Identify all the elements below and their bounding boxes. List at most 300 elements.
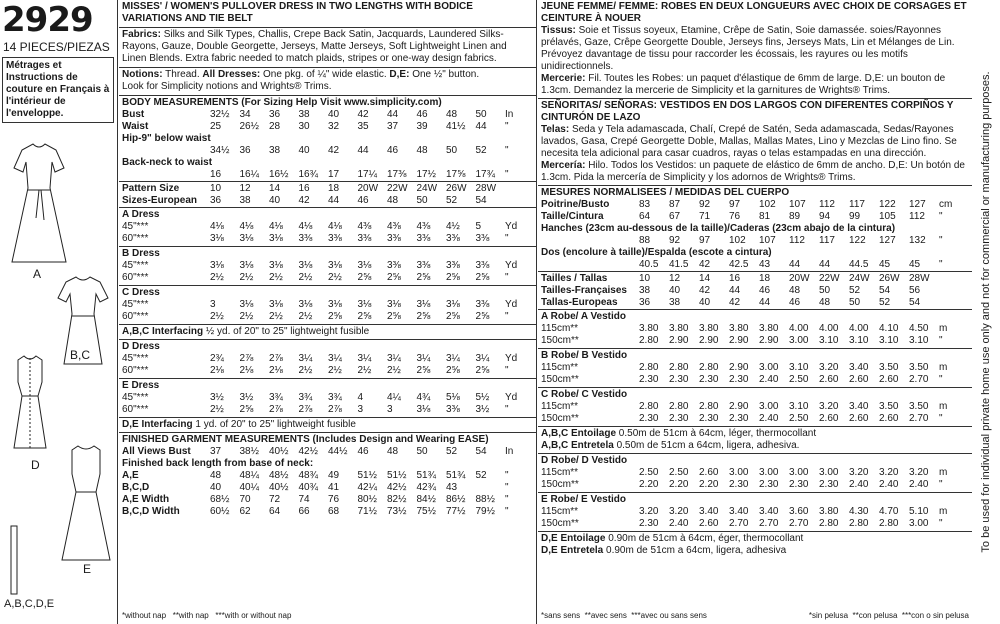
table-cell: 3⅜	[416, 260, 431, 271]
table-cell: 3⅛	[416, 404, 431, 415]
table-cell: 10	[639, 273, 651, 284]
fabrics-list: Silks and Silk Types, Challis, Crepe Back Satin, Jacquards, Laundered Silks-Rayons, Gauze, Double Georgette, Jerseys, Matte Jerseys, Soft Lightweight Linen and Linen Blends. Extra fabric needed to match plaids, stripes or one-way design fabrics.	[122, 29, 507, 64]
table-cell: 51¾	[416, 470, 436, 481]
table-row	[541, 401, 969, 413]
row-label: Tailles / Tallas	[541, 273, 608, 284]
table-cell: 76	[729, 211, 741, 222]
table-cell: 3¼	[446, 353, 460, 364]
usage-disclaimer-text: To be used for individual private home use only and not for commercial or manufacturing purposes.	[980, 71, 992, 553]
table-cell: 2.70	[759, 518, 779, 529]
table-cell: 3¼	[416, 353, 431, 364]
table-cell: Yd	[505, 299, 518, 310]
yardage-block	[538, 387, 972, 426]
table-row	[122, 145, 533, 157]
table-cell: 4½	[446, 221, 460, 232]
row-label: 45"***	[122, 221, 149, 232]
table-cell: 54	[475, 195, 487, 206]
table-cell: 2.30	[759, 479, 779, 490]
metric-sizes	[538, 271, 972, 309]
table-cell: 36	[210, 195, 222, 206]
table-cell: 3.10	[909, 335, 929, 346]
table-cell: 3⅛	[328, 260, 342, 271]
table-cell: 50	[475, 109, 487, 120]
table-cell: 3⅛	[357, 299, 372, 310]
table-cell: "	[939, 335, 943, 346]
table-cell: 3⅜	[328, 233, 342, 244]
table-cell: 3.80	[669, 323, 689, 334]
table-cell: 74	[298, 494, 310, 505]
table-cell: 2⅝	[446, 365, 460, 376]
row-spacer	[122, 169, 210, 181]
table-cell: 97	[699, 235, 711, 246]
table-cell: "	[505, 470, 509, 481]
table-cell: 50	[446, 145, 458, 156]
table-cell: 2.30	[729, 413, 749, 424]
table-cell: 80½	[357, 494, 377, 505]
table-cell: 3.60	[789, 506, 809, 517]
tissus-label: Tissus:	[541, 25, 576, 36]
row-label: Bust	[122, 109, 145, 120]
table-cell: 4⅜	[357, 221, 372, 232]
de-entoilage	[538, 531, 972, 558]
table-cell: 2.30	[729, 374, 749, 385]
table-cell: 3.40	[759, 506, 779, 517]
table-cell: 56	[909, 285, 921, 296]
table-cell: "	[939, 374, 943, 385]
row-label: Sizes-European	[122, 195, 198, 206]
table-cell: 16½	[269, 169, 289, 180]
table-cell: 26W	[879, 273, 900, 284]
table-cell: 3.00	[759, 401, 779, 412]
table-cell: 2.80	[669, 362, 689, 373]
table-cell: 127	[879, 235, 896, 246]
table-cell: 48	[387, 195, 399, 206]
table-row	[122, 446, 533, 458]
table-cell: 3.10	[879, 335, 899, 346]
table-cell: 2.70	[789, 518, 809, 529]
view-bc-label: B,C	[70, 348, 91, 362]
table-cell: 2⅝	[475, 365, 490, 376]
table-cell: 112	[909, 211, 925, 222]
table-cell: 18	[328, 183, 340, 194]
table-cell: "	[505, 311, 509, 322]
table-cell: 3¾	[328, 392, 342, 403]
fabrics-label: Fabrics:	[122, 29, 161, 40]
footnote-with-nap: **with nap	[172, 611, 209, 620]
notions-all-dresses: All Dresses:	[202, 69, 261, 80]
row-label: Waist	[122, 121, 149, 132]
table-cell: 3.80	[759, 323, 779, 334]
table-cell: 46	[387, 145, 399, 156]
english-column	[119, 0, 537, 624]
table-cell: 3.10	[789, 362, 809, 373]
table-cell: 107	[789, 199, 806, 210]
table-row	[541, 413, 969, 425]
table-cell: Yd	[505, 392, 518, 403]
table-cell: 107	[759, 235, 776, 246]
table-cell: 2⅝	[387, 311, 401, 322]
yardage-title: D Dress	[122, 341, 160, 352]
table-cell: 38	[239, 195, 251, 206]
table-cell: 3.80	[639, 323, 659, 334]
row-label: 150cm**	[541, 413, 579, 424]
table-cell: 3⅛	[416, 299, 431, 310]
spanish-header	[538, 98, 972, 185]
table-cell: "	[939, 479, 943, 490]
table-cell: 52	[446, 195, 458, 206]
belt-label: A,B,C,D,E	[4, 598, 55, 610]
table-cell: 3¼	[357, 353, 372, 364]
hanches-label: Hanches (23cm au-dessous de la taille)/Caderas (23cm abajo de la cintura)	[541, 223, 896, 234]
table-cell: 2⅝	[357, 311, 372, 322]
finished-measurements	[119, 432, 536, 518]
table-cell: 3⅛	[239, 233, 254, 244]
table-cell: 2.30	[639, 518, 659, 529]
table-cell: 2.30	[669, 374, 689, 385]
table-cell: 92	[669, 235, 681, 246]
table-cell: 2.90	[729, 362, 749, 373]
view-a-illustration	[8, 138, 70, 270]
table-cell: 3¼	[298, 353, 313, 364]
table-row	[122, 109, 533, 121]
table-cell: 3.10	[849, 335, 869, 346]
table-cell: 3¾	[269, 392, 283, 403]
table-cell: 41	[328, 482, 340, 493]
table-cell: 3⅜	[298, 233, 313, 244]
table-row	[541, 467, 969, 479]
table-cell: 50	[416, 195, 428, 206]
table-cell: 3	[387, 404, 393, 415]
view-a-label: A	[33, 267, 42, 281]
footnote-con-o-sin-pelusa: ***con o sin pelusa	[901, 611, 969, 620]
table-row	[541, 362, 969, 374]
table-cell: 3⅜	[475, 299, 490, 310]
table-cell: 3.40	[849, 362, 869, 373]
table-cell: 42	[328, 145, 340, 156]
table-cell: 3⅜	[357, 233, 372, 244]
abc-interfacing	[119, 324, 536, 339]
table-cell: 3.20	[909, 467, 929, 478]
yardage-title: B Robe/ B Vestido	[541, 350, 628, 361]
table-cell: 2.20	[669, 479, 689, 490]
table-cell: 5⅛	[446, 392, 460, 403]
table-cell: 71½	[357, 506, 377, 517]
table-row	[122, 506, 533, 518]
yardage-block	[119, 339, 536, 378]
table-cell: 73½	[387, 506, 407, 517]
row-label: B,C,D	[122, 482, 150, 493]
table-cell: 51½	[357, 470, 377, 481]
usage-disclaimer	[972, 0, 1000, 624]
table-cell: 40	[699, 297, 711, 308]
table-cell: 4⅛	[210, 221, 224, 232]
yardage-block	[538, 453, 972, 492]
table-cell: 17	[328, 169, 340, 180]
yardage-title: C Dress	[122, 287, 160, 298]
table-cell: 43	[446, 482, 458, 493]
row-label: 45"***	[122, 260, 149, 271]
table-cell: 46	[357, 195, 369, 206]
row-label: Pattern Size	[122, 183, 180, 194]
table-cell: 52	[849, 285, 861, 296]
table-cell: 3.00	[909, 518, 929, 529]
footnote-without-nap: *without nap	[122, 611, 167, 620]
table-cell: 48	[819, 297, 831, 308]
table-cell: 2.80	[639, 362, 659, 373]
table-cell: 45	[879, 259, 891, 270]
table-cell: 3½	[210, 392, 224, 403]
table-row	[541, 323, 969, 335]
table-cell: 42¼	[357, 482, 377, 493]
table-cell: 2.30	[699, 374, 719, 385]
table-cell: 38	[669, 297, 681, 308]
table-cell: 2⅝	[357, 272, 372, 283]
row-label: 115cm**	[541, 467, 579, 478]
table-cell: 4.10	[879, 323, 899, 334]
table-cell: 38	[639, 285, 651, 296]
table-cell: "	[505, 145, 509, 156]
table-cell: 4⅛	[269, 221, 283, 232]
table-cell: 71	[699, 211, 711, 222]
table-cell: 2.30	[639, 374, 659, 385]
table-cell: m	[939, 467, 948, 478]
dos-label: Dos (encolure à taille)/Espalda (escote a cintura)	[541, 247, 772, 258]
table-cell: 42	[298, 195, 310, 206]
table-cell: 3	[357, 404, 364, 415]
table-cell: 52	[879, 297, 891, 308]
table-cell: 14	[269, 183, 281, 194]
table-cell: m	[939, 401, 948, 412]
french-spanish-footnotes	[541, 610, 969, 622]
table-cell: 3.80	[699, 323, 719, 334]
table-cell: 48	[416, 145, 428, 156]
table-cell: 4	[357, 392, 364, 403]
table-cell: 2⅝	[475, 272, 490, 283]
table-cell: 2½	[328, 365, 342, 376]
row-label: 150cm**	[541, 479, 579, 490]
table-cell: 2.80	[699, 401, 719, 412]
table-cell: 2.60	[849, 413, 869, 424]
abc-interfacing-label: A,B,C Interfacing	[122, 326, 204, 337]
yardage-title: D Robe/ D Vestido	[541, 455, 628, 466]
table-cell: 64	[269, 506, 281, 517]
table-cell: 12	[239, 183, 251, 194]
footnote-sin-pelusa: *sin pelusa	[808, 611, 849, 620]
table-cell: 2½	[210, 272, 224, 283]
table-cell: 82½	[387, 494, 407, 505]
table-cell: 2½	[298, 311, 313, 322]
de-entretela-text: 0.90m de 51cm a 64cm, ligera, adhesiva	[606, 545, 787, 556]
yardage-block	[538, 348, 972, 387]
table-cell: 60½	[210, 506, 230, 517]
table-row	[122, 299, 533, 311]
hip-label: Hip-9" below waist	[122, 133, 211, 144]
table-cell: 3½	[239, 392, 254, 403]
yardage-block	[119, 207, 536, 246]
table-cell: 68	[328, 506, 340, 517]
row-label: 60"***	[122, 233, 149, 244]
table-cell: 30	[298, 121, 310, 132]
row-label: 150cm**	[541, 335, 579, 346]
table-cell: 3⅛	[298, 299, 313, 310]
table-cell: 2.40	[759, 374, 779, 385]
row-label: 150cm**	[541, 374, 579, 385]
table-cell: 2⅝	[328, 311, 342, 322]
table-cell: 2½	[298, 272, 313, 283]
table-cell: 34	[239, 109, 251, 120]
mesures-title: MESURES NORMALISEES / MEDIDAS DEL CUERPO	[541, 187, 790, 198]
french-header	[538, 0, 972, 98]
table-cell: 36	[269, 109, 281, 120]
table-cell: 117	[849, 199, 865, 210]
table-cell: 99	[849, 211, 861, 222]
table-cell: 2⅝	[416, 272, 431, 283]
notions-label: Notions:	[122, 69, 163, 80]
yardage-title: C Robe/ C Vestido	[541, 389, 628, 400]
table-cell: 3⅜	[387, 233, 401, 244]
finished-title: FINISHED GARMENT MEASUREMENTS (Includes Design and Wearing EASE)	[122, 434, 489, 445]
table-cell: 3¾	[298, 392, 313, 403]
table-cell: 35	[357, 121, 369, 132]
view-e-illustration	[58, 442, 114, 568]
row-spacer	[122, 145, 210, 157]
table-cell: 3.20	[849, 467, 869, 478]
footnote-avec-sens: **avec sens	[584, 611, 627, 620]
table-cell: 112	[789, 235, 805, 246]
table-cell: 51½	[387, 470, 407, 481]
table-cell: 3.20	[669, 506, 689, 517]
table-cell: Yd	[505, 221, 518, 232]
table-cell: 51¾	[446, 470, 466, 481]
table-cell: 2.30	[699, 413, 719, 424]
table-cell: 40	[210, 482, 222, 493]
table-cell: 3.20	[879, 467, 899, 478]
table-cell: 3.10	[789, 401, 809, 412]
table-cell: m	[939, 362, 948, 373]
table-cell: 38	[269, 145, 281, 156]
french-instructions-box: Métrages et Instructions de couture en Français à l'intérieur de l'enveloppe.	[2, 57, 114, 123]
table-cell: 2½	[239, 272, 254, 283]
table-cell: 4.00	[819, 323, 839, 334]
table-cell: 3¼	[387, 353, 401, 364]
de-interfacing	[119, 417, 536, 432]
table-cell: 2.80	[639, 401, 659, 412]
table-cell: 2.20	[699, 479, 719, 490]
table-cell: 2.40	[849, 479, 869, 490]
table-cell: 46	[357, 446, 369, 457]
table-cell: 26W	[446, 183, 467, 194]
table-cell: 42¾	[416, 482, 436, 493]
table-cell: 2.90	[759, 335, 779, 346]
back-label: Back-neck to waist	[122, 157, 213, 168]
table-cell: In	[505, 446, 514, 457]
table-cell: Yd	[505, 260, 518, 271]
table-cell: 2½	[210, 404, 224, 415]
table-cell: 3⅛	[328, 299, 342, 310]
table-cell	[939, 285, 969, 297]
row-label: 60"***	[122, 272, 149, 283]
table-cell: 50	[819, 285, 831, 296]
table-cell: 10	[210, 183, 222, 194]
row-label: 45"***	[122, 353, 149, 364]
table-cell: 2.50	[789, 413, 809, 424]
table-cell: cm	[939, 199, 953, 210]
table-cell: 48	[210, 470, 222, 481]
notions-thread: Thread.	[165, 69, 200, 80]
table-cell: 112	[819, 199, 835, 210]
table-row	[541, 259, 969, 271]
table-cell: 2⅛	[269, 365, 283, 376]
table-cell: 36	[639, 297, 651, 308]
table-cell: 40.5	[639, 259, 659, 270]
table-row	[122, 353, 533, 365]
table-cell: 16	[210, 169, 222, 180]
table-cell: "	[505, 482, 509, 493]
table-cell: 44	[357, 145, 369, 156]
table-cell: 48	[446, 109, 458, 120]
row-label: 60"***	[122, 404, 149, 415]
table-cell: 3.50	[909, 401, 929, 412]
table-row	[122, 260, 533, 272]
table-cell: 3⅜	[387, 260, 401, 271]
table-cell: 83	[639, 199, 651, 210]
table-row	[122, 169, 533, 181]
table-cell: 40	[669, 285, 681, 296]
table-cell: 3.80	[819, 506, 839, 517]
table-cell: 24W	[849, 273, 870, 284]
table-cell: 2.90	[699, 335, 719, 346]
table-cell: 2⅝	[446, 272, 460, 283]
table-cell: 4.50	[909, 323, 929, 334]
table-cell: 4⅜	[387, 221, 401, 232]
table-cell: 76	[328, 494, 340, 505]
table-cell: "	[505, 506, 509, 517]
table-cell: 46	[789, 297, 801, 308]
table-cell: "	[939, 518, 943, 529]
table-cell: 48¼	[239, 470, 259, 481]
table-row	[122, 470, 533, 482]
table-cell: 3¼	[328, 353, 342, 364]
table-row	[541, 199, 969, 211]
body-measurements	[119, 95, 536, 181]
de-entretela-label: D,E Entretela	[541, 545, 604, 556]
table-cell: "	[939, 259, 943, 270]
table-cell: 48½	[269, 470, 289, 481]
merceria-label: Mercería:	[541, 160, 586, 171]
table-cell: 42	[699, 285, 711, 296]
table-cell: 42	[699, 259, 711, 270]
table-cell: 3.20	[819, 362, 839, 373]
table-cell: 34½	[210, 145, 230, 156]
table-row	[541, 211, 969, 223]
row-label: 45"***	[122, 299, 149, 310]
table-cell: 92	[699, 199, 711, 210]
spanish-title: SEÑORITAS/ SEÑORAS: VESTIDOS EN DOS LARGOS CON DIFERENTES CORPIÑOS Y CINTURÓN DE LAZO	[541, 100, 954, 123]
table-cell: 3⅛	[269, 233, 283, 244]
fabrics-section	[119, 27, 536, 67]
table-cell: 39	[416, 121, 428, 132]
footnote-sans-sens: *sans sens	[541, 611, 581, 620]
french-title: JEUNE FEMME/ FEMME: ROBES EN DEUX LONGUEURS AVEC CHOIX DE CORSAGES ET CEINTURE À NOUER	[541, 1, 967, 24]
table-cell: 2⅞	[269, 404, 283, 415]
table-cell: 44	[759, 297, 771, 308]
table-row	[122, 365, 533, 377]
table-cell: 2½	[269, 272, 283, 283]
table-cell: 41.5	[669, 259, 689, 270]
table-cell: 3⅛	[239, 260, 254, 271]
table-cell: 77½	[446, 506, 466, 517]
table-cell: 3.20	[819, 401, 839, 412]
